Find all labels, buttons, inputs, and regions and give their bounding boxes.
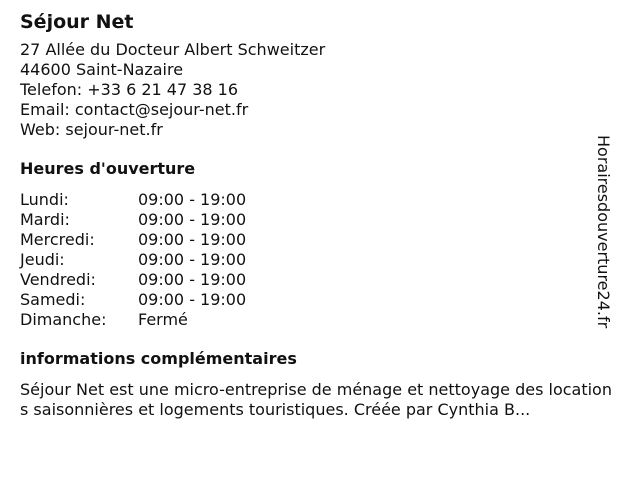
day-hours: 09:00 - 19:00 bbox=[138, 210, 247, 229]
day-label: Samedi: bbox=[20, 290, 86, 309]
day-hours: 09:00 - 19:00 bbox=[138, 230, 247, 249]
day-label: Dimanche: bbox=[20, 310, 107, 329]
business-name: Séjour Net bbox=[20, 11, 134, 33]
day-label: Vendredi: bbox=[20, 270, 96, 289]
web-line: Web: sejour-net.fr bbox=[20, 120, 163, 139]
day-hours: 09:00 - 19:00 bbox=[138, 250, 247, 269]
day-label: Jeudi: bbox=[20, 250, 65, 269]
day-hours: 09:00 - 19:00 bbox=[138, 190, 247, 209]
hours-row-friday bbox=[20, 270, 246, 290]
opening-hours-title: Heures d'ouverture bbox=[20, 159, 196, 178]
business-card bbox=[20, 8, 620, 420]
hours-row-saturday bbox=[20, 290, 246, 310]
address-line-street: 27 Allée du Docteur Albert Schweitzer bbox=[20, 40, 326, 59]
hours-row-wednesday bbox=[20, 230, 246, 250]
day-label: Mardi: bbox=[20, 210, 70, 229]
hours-row-tuesday bbox=[20, 210, 246, 230]
day-hours: Fermé bbox=[138, 310, 188, 329]
hours-row-thursday bbox=[20, 250, 246, 270]
hours-row-sunday bbox=[20, 310, 246, 330]
phone-line: Telefon: +33 6 21 47 38 16 bbox=[20, 80, 239, 99]
address-line-city: 44600 Saint-Nazaire bbox=[20, 60, 184, 79]
additional-info-text: Séjour Net est une micro-entreprise de ménage et nettoyage des locations saisonnières et logements touristiques. Créée par Cynthia B... bbox=[20, 380, 612, 419]
day-hours: 09:00 - 19:00 bbox=[138, 270, 247, 289]
additional-info-title: informations complémentaires bbox=[20, 349, 297, 368]
opening-hours-table bbox=[20, 190, 246, 330]
day-label: Lundi: bbox=[20, 190, 69, 209]
site-watermark: Horairesdouverture24.fr bbox=[594, 135, 613, 329]
day-label: Mercredi: bbox=[20, 230, 95, 249]
email-line: Email: contact@sejour-net.fr bbox=[20, 100, 249, 119]
hours-row-monday bbox=[20, 190, 246, 210]
day-hours: 09:00 - 19:00 bbox=[138, 290, 247, 309]
